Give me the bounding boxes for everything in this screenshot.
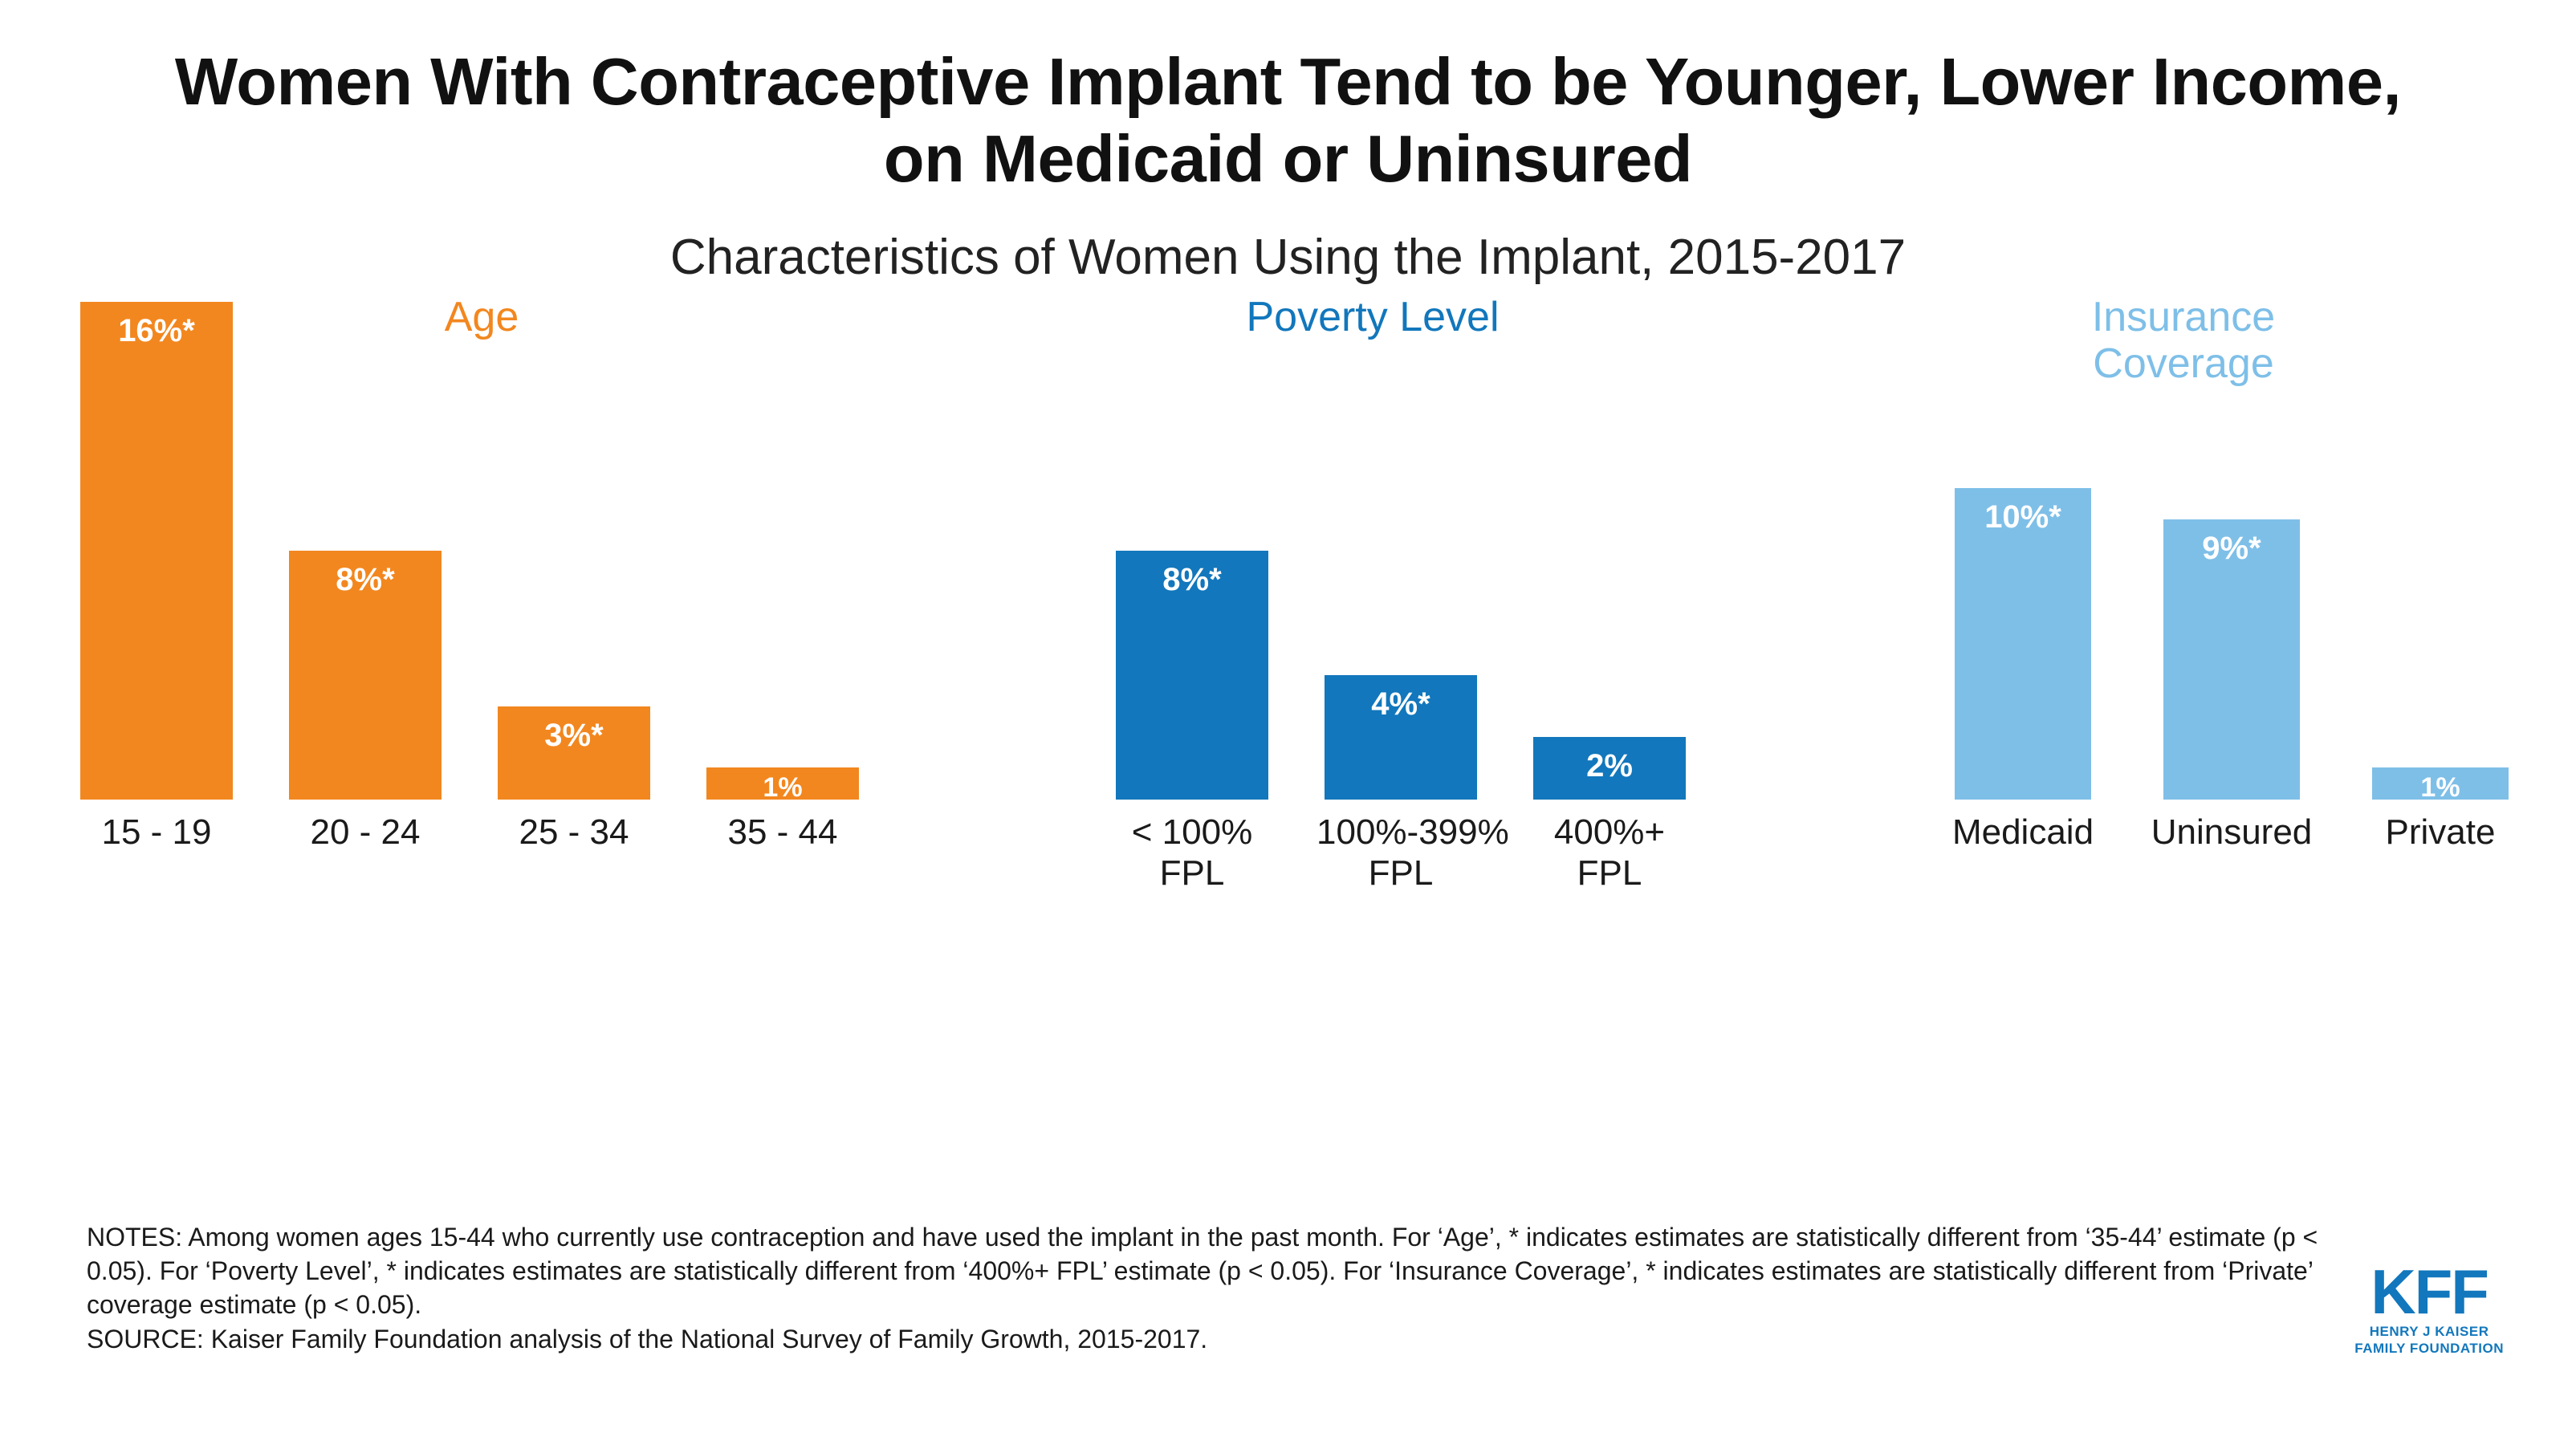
bar-value-label: 8%* [1162,561,1222,597]
bar-category-label: Medicaid [1951,812,2094,852]
bar-value-label: 2% [1586,747,1633,784]
chart-header [0,0,2576,286]
bar-age-20-24 [289,294,442,800]
bar-category-label: 20 - 24 [310,812,421,852]
bar-value-label: 1% [2420,771,2460,803]
bar-category-label: 15 - 19 [101,812,212,852]
chart-plot-area [0,294,2576,1097]
kff-logo-line1: HENRY J KAISER [2369,1324,2489,1339]
bars-age [48,294,915,852]
bar-category-label: 35 - 44 [727,812,838,852]
page-title: Women With Contraceptive Implant Tend to be Younger, Lower Income, on Medicaid or Uninsured [174,44,2402,197]
bar-poverty-100-399 [1325,294,1477,800]
notes-text: NOTES: Among women ages 15-44 who currently use contraception and have used the implant in the past month. For ‘Age’, * indicates estimates are statistically different from ‘35-44’ estimate (p < 0.05). For ‘Poverty Level’, * indicates estimates are statistically different from ‘400%+ FPL’ estimate (p < 0.05). For ‘Insurance Coverage’, * indicates estimates are statistically different from ‘Private’ coverage estimate (p < 0.05). [87,1223,2318,1320]
source-text: SOURCE: Kaiser Family Foundation analysis of the National Survey of Family Growth, 2015-2017. [87,1324,1208,1353]
bar-value-label: 8%* [336,561,395,597]
kff-logo-wordmark: KFF [2370,1256,2488,1327]
bar-value-label: 9%* [2202,530,2261,566]
kff-logo-line2: FAMILY FOUNDATION [2354,1341,2504,1357]
bars-insurance [1902,294,2545,852]
bar-category-label: < 100% FPL [1131,812,1253,893]
bar-value-label: 16%* [118,312,195,348]
bar-value-label: 1% [763,771,803,803]
chart-group-poverty [1076,294,1742,1097]
chart-subtitle: Characteristics of Women Using the Implant, 2015-2017 [669,229,1907,285]
group-title-age: Age [444,293,519,340]
bar-category-label: 400%+ FPL [1553,812,1666,893]
group-title-poverty: Poverty Level [1246,293,1500,340]
bar-category-label: Private [2385,812,2496,852]
bar-category-label: 100%-399% FPL [1316,812,1509,893]
bar-age-25-34 [498,294,650,800]
bar-value-label: 10%* [1984,499,2061,535]
bar-value-label: 3%* [544,717,604,753]
bar-insurance-uninsured [2163,294,2300,800]
bar-age-15-19 [80,294,233,800]
bar-insurance-private [2372,294,2509,803]
chart-footnotes [87,1220,2318,1356]
chart-group-age [48,294,915,1097]
bar-age-35-44 [706,294,859,803]
bar-category-label: 25 - 34 [519,812,629,852]
bar-value-label: 4%* [1371,686,1430,722]
bar-category-label: Uninsured [2151,812,2313,852]
group-title-insurance: Insurance Coverage [2091,293,2276,387]
bar-insurance-medicaid [1955,294,2091,800]
chart-group-insurance [1902,294,2545,1097]
bars-poverty [1076,294,1742,893]
kff-logo [2354,1256,2504,1357]
bar-poverty-under-100 [1116,294,1268,800]
bar-poverty-400-plus [1533,294,1686,800]
